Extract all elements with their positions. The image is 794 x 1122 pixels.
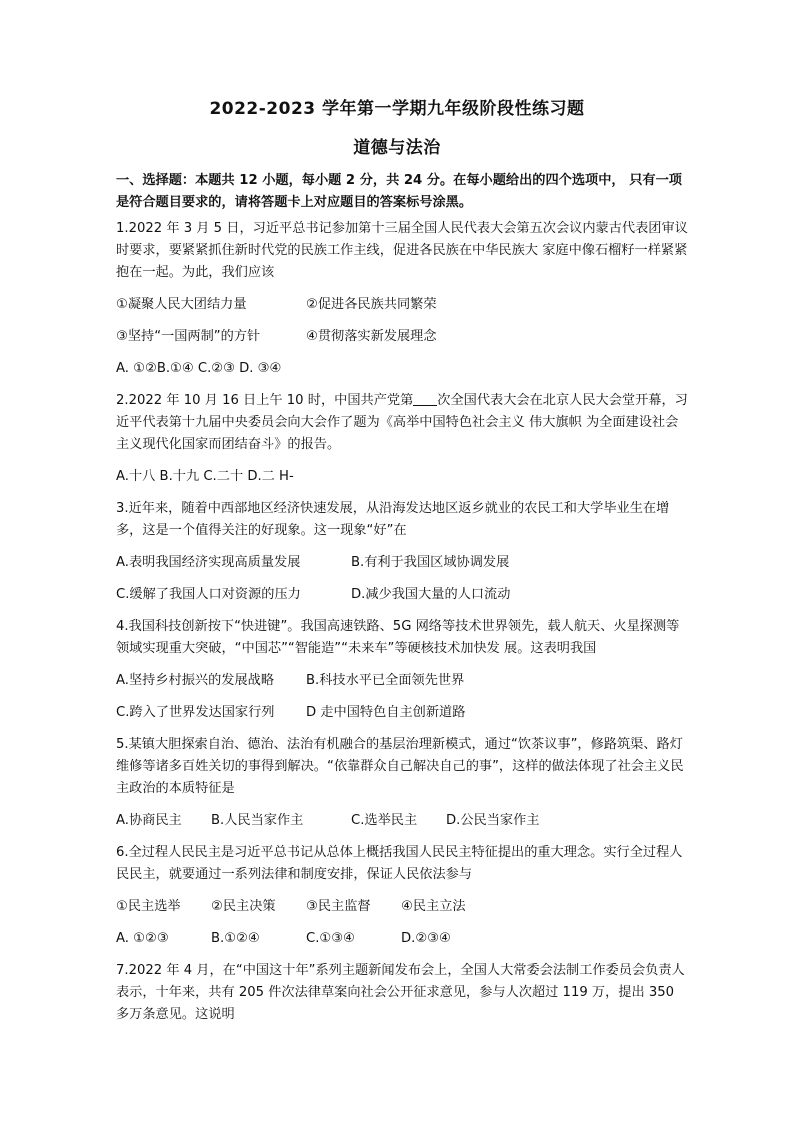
question-6-items [116, 896, 688, 918]
item: ①民主选举 [116, 899, 181, 914]
question-5 [116, 734, 688, 800]
question-stem-part1: 2.2022 年 10 月 16 日上午 10 时，中国共产党第 [116, 393, 414, 408]
option: C.缓解了我国人口对资源的压力 [116, 587, 301, 602]
option: A.表明我国经济实现高质量发展 [116, 555, 301, 570]
option: D.减少我国大量的人口流动 [351, 587, 511, 602]
option: D.公民当家作主 [446, 813, 540, 828]
question-1-items-row1 [116, 294, 688, 316]
question-6 [116, 842, 688, 886]
question-3-options-row2 [116, 584, 688, 606]
option: D 走中国特色自主创新道路 [306, 705, 466, 720]
question-stem: 1.2022 年 3 月 5 日，习近平总书记参加第十三届全国人民代表大会第五次会议内蒙古代表团审议时要求，要紧紧抓住新时代党的民族工作主线，促进各民族在中华民族大 家庭中像石榴籽一样紧紧抱在一起。为此，我们应该 [116, 221, 688, 280]
option: B.科技水平已全面领先世界 [306, 673, 465, 688]
option: B.有利于我国区域协调发展 [351, 555, 510, 570]
question-4-options-row1 [116, 670, 688, 692]
option: A. ①②③ [116, 931, 169, 946]
question-stem: 3.近年来，随着中西部地区经济快速发展，从沿海发达地区返乡就业的农民工和大学毕业生在增多，这是一个值得关注的好现象。这一现象“好”在 [116, 501, 670, 538]
question-2-answers: A.十八 B.十九 C.二十 D.二 H- [116, 469, 294, 484]
item: ②促进各民族共同繁荣 [306, 297, 437, 312]
option: C.①③④ [306, 931, 355, 946]
option: B.人民当家作主 [211, 813, 304, 828]
question-4-options-row2 [116, 702, 688, 724]
option: D.②③④ [401, 931, 451, 946]
item: ③坚持“一国两制”的方针 [116, 329, 261, 344]
question-1-answers: A. ①②B.①④ C.②③ D. ③④ [116, 361, 282, 376]
question-6-options [116, 928, 688, 950]
item: ①凝聚人民大团结力量 [116, 297, 247, 312]
option: C.跨入了世界发达国家行列 [116, 705, 275, 720]
question-5-options [116, 810, 688, 832]
question-stem: 6.全过程人民民主是习近平总书记从总体上概括我国人民民主特征提出的重大理念。实行全过程人民民主，就要通过一系列法律和制度安排，保证人民依法参与 [116, 845, 683, 882]
question-3-options-row1 [116, 552, 688, 574]
question-stem: 4.我国科技创新按下“快进键”。我国高速铁路、5G 网络等技术世界领先，载人航天、火星探测等领域实现重大突破，“中国芯”“智能造”“未来车”等硬核技术加快发 展。这表明我国 [116, 619, 680, 656]
exam-title: 2022-2023 学年第一学期九年级阶段性练习题 [209, 99, 585, 119]
item: ④贯彻落实新发展理念 [306, 329, 437, 344]
question-list [116, 218, 688, 1036]
question-1-items-row2 [116, 326, 688, 348]
question-stem-part2: 次全国代表大会在北京人民大会堂开幕，习近平代表第十九届中央委员会向大会作了题为《高举中国特色社会主义 伟大旗帜 为全面建设社会主义现代化国家而团结奋斗》的报告。 [116, 393, 688, 452]
fill-blank [413, 391, 437, 406]
option: A.坚持乡村振兴的发展战略 [116, 673, 275, 688]
question-4 [116, 616, 688, 660]
question-stem: 5.某镇大胆探索自治、德治、法治有机融合的基层治理新模式，通过“饮茶议事”，修路筑渠、路灯维修等诸多百姓关切的事得到解决。“依靠群众自己解决自己的事”，这样的做法体现了社会主义民主政治的本质特征是 [116, 737, 684, 796]
question-1 [116, 218, 688, 284]
question-stem: 7.2022 年 4 月，在“中国这十年”系列主题新闻发布会上，全国人大常委会法制工作委员会负责人表示，十年来，共有 205 件次法律草案向社会公开征求意见，参与人次超过 119 万，提出 350 多万条意见。这说明 [116, 963, 685, 1022]
item: ④民主立法 [401, 899, 466, 914]
option: B.①②④ [211, 931, 260, 946]
question-3 [116, 498, 688, 542]
option: C.选举民主 [351, 813, 418, 828]
item: ③民主监督 [306, 899, 371, 914]
subject-title: 道德与法治 [353, 138, 441, 158]
question-7 [116, 960, 688, 1026]
option: A.协商民主 [116, 813, 182, 828]
question-2 [116, 390, 688, 456]
item: ②民主决策 [211, 899, 276, 914]
section-instructions: 一、选择题：本题共 12 小题，每小题 2 分，共 24 分。在每小题给出的四个选项中， 只有一项是符合题目要求的，请将答题卡上对应题目的答案标号涂黑。 [116, 173, 682, 210]
